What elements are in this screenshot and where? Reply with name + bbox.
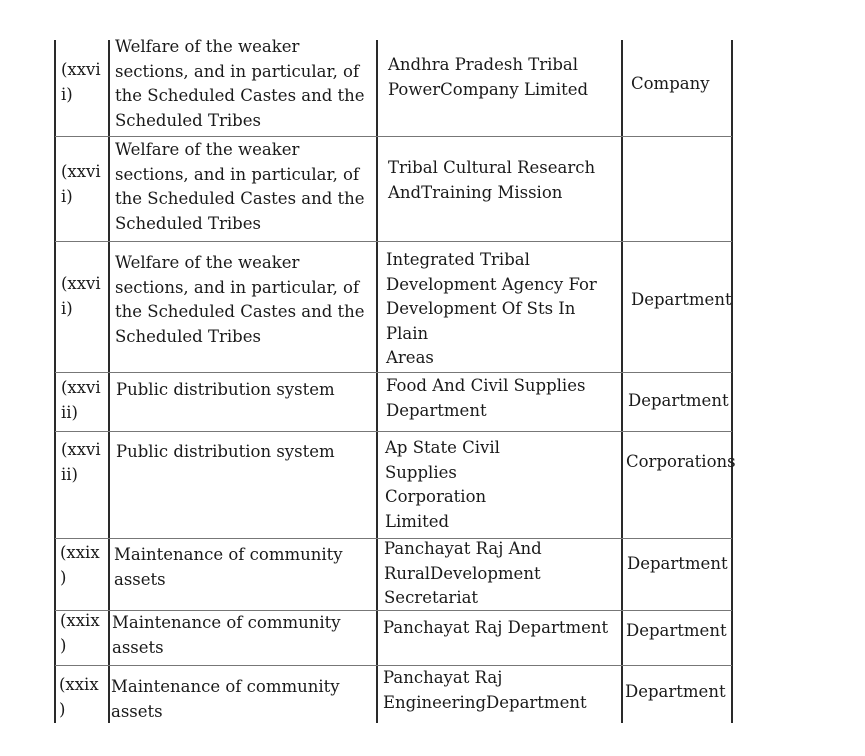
row-divider [55,136,732,137]
cell-subject: Welfare of the weaker sections, and in particular, of the Scheduled Castes and the Scheduled Tribes [115,37,365,130]
cell-institution: Panchayat Raj Department [383,618,609,637]
cell-sno: (xxix ) [60,611,100,655]
cell-type: Department [631,290,732,309]
cell-type: Department [628,391,729,410]
cell-sno: (xxvi i) [61,162,101,206]
cell-institution: Panchayat Raj And RuralDevelopment Secretariat [384,539,542,607]
cell-sno: (xxix ) [60,543,100,587]
cell-institution: Food And Civil Supplies Department [386,376,586,420]
cell-subject: Public distribution system [116,442,335,461]
cell-type: Department [625,682,726,701]
row-divider [55,372,732,373]
cell-type: Corporations [626,452,736,471]
cell-type: Department [626,621,727,640]
cell-institution: Ap State Civil Supplies Corporation Limited [385,438,500,531]
cell-subject: Maintenance of community assets [112,613,341,657]
row-divider [55,431,732,432]
cell-subject: Maintenance of community assets [111,677,340,721]
cell-subject: Welfare of the weaker sections, and in particular, of the Scheduled Castes and the Scheduled Tribes [115,253,365,346]
cell-sno: (xxvi ii) [61,378,101,422]
col-divider-subject [376,40,378,723]
cell-institution: Tribal Cultural Research AndTraining Mission [388,158,596,202]
cell-subject: Maintenance of community assets [114,545,343,589]
cell-sno: (xxvi i) [61,274,101,318]
col-divider-institution [621,40,623,723]
cell-sno: (xxix ) [59,675,99,719]
cell-type: Company [631,74,710,93]
cell-sno: (xxvi ii) [61,440,101,484]
row-divider [55,241,732,242]
table-right-border [731,40,733,723]
cell-institution: Integrated Tribal Development Agency For Development Of Sts In Plain Areas [386,250,597,367]
cell-subject: Welfare of the weaker sections, and in particular, of the Scheduled Castes and the Scheduled Tribes [115,140,365,233]
col-divider-sno [108,40,110,723]
cell-type: Department [627,554,728,573]
table-left-border [54,40,56,723]
cell-sno: (xxvi i) [61,60,101,104]
cell-subject: Public distribution system [116,380,335,399]
cell-institution: Panchayat Raj EngineeringDepartment [383,668,587,712]
cell-institution: Andhra Pradesh Tribal PowerCompany Limited [388,55,589,99]
